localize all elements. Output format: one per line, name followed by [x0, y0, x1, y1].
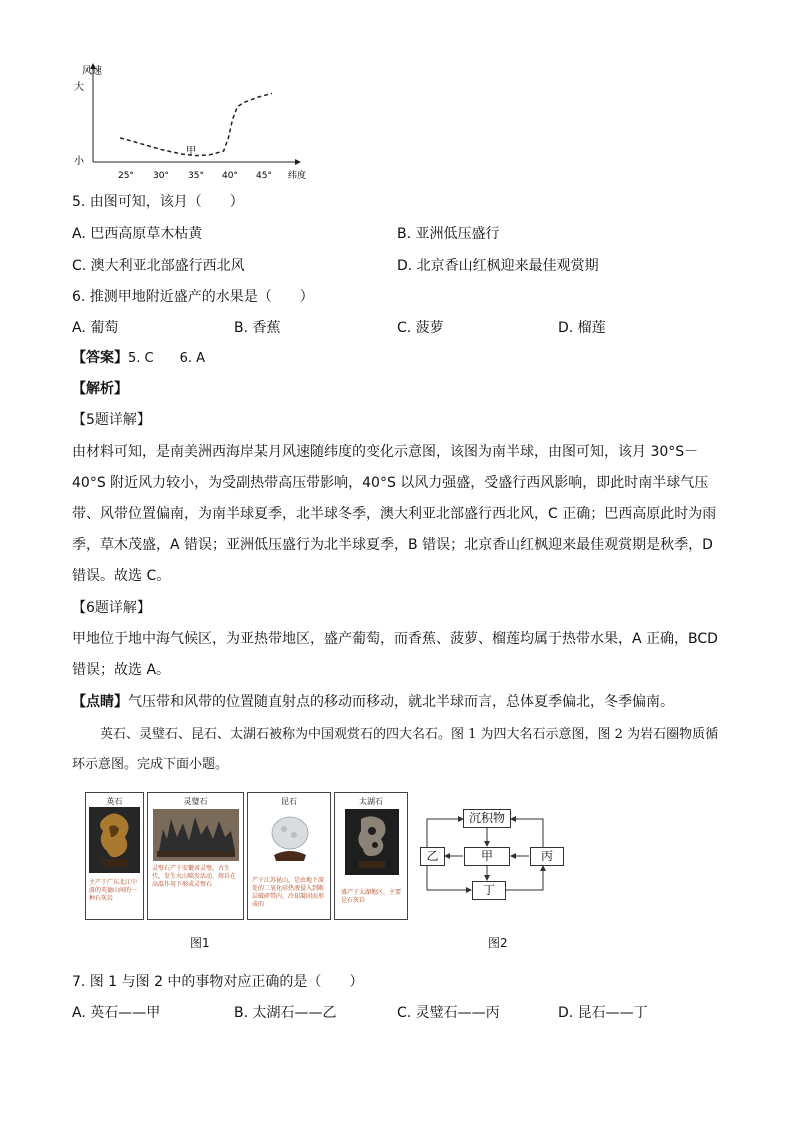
panel-title: 太湖石 — [359, 797, 383, 806]
q7-stem: 7. 图 1 与图 2 中的事物对应正确的是（ ） — [72, 974, 364, 990]
q5-option-d[interactable]: D. 北京香山红枫迎来最佳观赏期 — [397, 258, 599, 274]
box-jia: 甲 — [464, 847, 510, 866]
wind-speed-line — [120, 93, 272, 155]
point-jia-label: 甲 — [186, 146, 196, 157]
q5-option-a[interactable]: A. 巴西高原草木枯黄 — [72, 226, 203, 242]
panel-title: 昆石 — [281, 797, 297, 806]
x-tick-25: 25° — [118, 171, 134, 181]
q6-option-d[interactable]: D. 榴莲 — [558, 320, 606, 336]
q5-stem: 5. 由图可知，该月（ ） — [72, 194, 244, 210]
answer-text: 5. C 6. A — [128, 351, 206, 366]
panel-caption: 产于江苏昆山，是由地下深处的二氧化硅热液侵入到断层破碎带内，冷却凝固而形成的 — [252, 877, 325, 908]
fig1-panel-taihushi — [334, 792, 408, 920]
answer-line — [72, 348, 205, 369]
detail5-text: 由材料可知，是南美洲西海岸某月风速随纬度的变化示意图，该图为南半球，由图可知，该月 30°S－40°S 附近风力较小，为受副热带高压带影响，40°S 以风力强盛，受盛行西风影响，即此时南半球气压带、风带位置偏南，为南半球夏季，北半球冬季，澳大利亚北部盛行西北风，C 正确；巴西高原此时为雨季，草木茂盛，A 错误；亚洲低压盛行为北半球夏季，B 错误；北京香山红枫迎来最佳观赏期是秋季，D 错误。故选 C。 — [72, 444, 717, 584]
detail6-label: 【6题详解】 — [72, 600, 151, 616]
panel-caption: 盛产于太湖地区，主要是石灰岩 — [341, 889, 402, 904]
detail6-text: 甲地位于地中海气候区，为亚热带地区，盛产葡萄，而香蕉、菠萝、榴莲均属于热带水果，A 正确，BCD 错误；故选 A。 — [72, 631, 718, 678]
q5-option-b[interactable]: B. 亚洲低压盛行 — [397, 226, 500, 242]
q6-stem: 6. 推测甲地附近盛产的水果是（ ） — [72, 289, 314, 305]
y-axis-label: 风速 — [82, 66, 102, 77]
q7-option-b[interactable]: B. 太湖石——乙 — [234, 1005, 337, 1021]
point-label: 【点睛】 — [72, 694, 128, 710]
box-ding: 丁 — [472, 881, 506, 900]
taihushi-photo — [345, 809, 399, 875]
q6-option-a[interactable]: A. 葡萄 — [72, 320, 119, 336]
y-tick-low: 小 — [74, 156, 84, 167]
fig1-label: 图1 — [190, 936, 210, 950]
panel-title: 英石 — [106, 797, 123, 806]
y-tick-high: 大 — [74, 82, 84, 93]
q5-option-c[interactable]: C. 澳大利亚北部盛行西北风 — [72, 258, 245, 274]
answer-label: 【答案】 — [72, 350, 128, 366]
x-tick-30: 30° — [153, 171, 169, 181]
q7-option-c[interactable]: C. 灵璧石——丙 — [397, 1005, 500, 1021]
fig2-label: 图2 — [488, 936, 508, 950]
box-bing: 丙 — [530, 847, 564, 866]
panel-caption: 主产于广东北江中游的英德山间的一种石灰岩 — [89, 879, 138, 902]
panel-title: 灵璧石 — [183, 797, 208, 806]
wind-speed-latitude-chart — [60, 58, 320, 184]
x-tick-45: 45° — [256, 171, 272, 181]
panel-caption: 灵璧石产于安徽省灵璧。古生代，发生火山喷发活动，熔岩在高温作用下形成灵璧石 — [152, 865, 237, 888]
question-intro: 英石、灵璧石、昆石、太湖石被称为中国观赏石的四大名石。图 1 为四大名石示意图，图 2 为岩石圈物质循环示意图。完成下面小题。 — [72, 727, 719, 772]
yingshi-photo — [89, 807, 140, 873]
point-text: 气压带和风带的位置随直射点的移动而移动，就北半球而言，总体夏季偏北，冬季偏南。 — [128, 694, 674, 710]
box-sediment: 沉积物 — [463, 809, 511, 828]
x-tick-35: 35° — [188, 171, 204, 181]
lingbishi-photo — [153, 809, 239, 861]
fig1-panel-yingshi — [85, 792, 144, 920]
fig1-panel-lingbishi — [147, 792, 244, 920]
x-tick-40: 40° — [222, 171, 238, 181]
analysis-label: 【解析】 — [72, 381, 128, 397]
q6-option-b[interactable]: B. 香蕉 — [234, 320, 281, 336]
q7-option-a[interactable]: A. 英石——甲 — [72, 1005, 161, 1021]
kunshi-photo — [260, 809, 320, 871]
fig1-panel-kunshi — [247, 792, 331, 920]
q6-option-c[interactable]: C. 菠萝 — [397, 320, 444, 336]
x-axis-label: 纬度 — [288, 171, 307, 181]
q7-option-d[interactable]: D. 昆石——丁 — [558, 1005, 648, 1021]
detail5-label: 【5题详解】 — [72, 412, 151, 428]
point-line — [72, 692, 674, 712]
box-yi: 乙 — [420, 847, 445, 866]
